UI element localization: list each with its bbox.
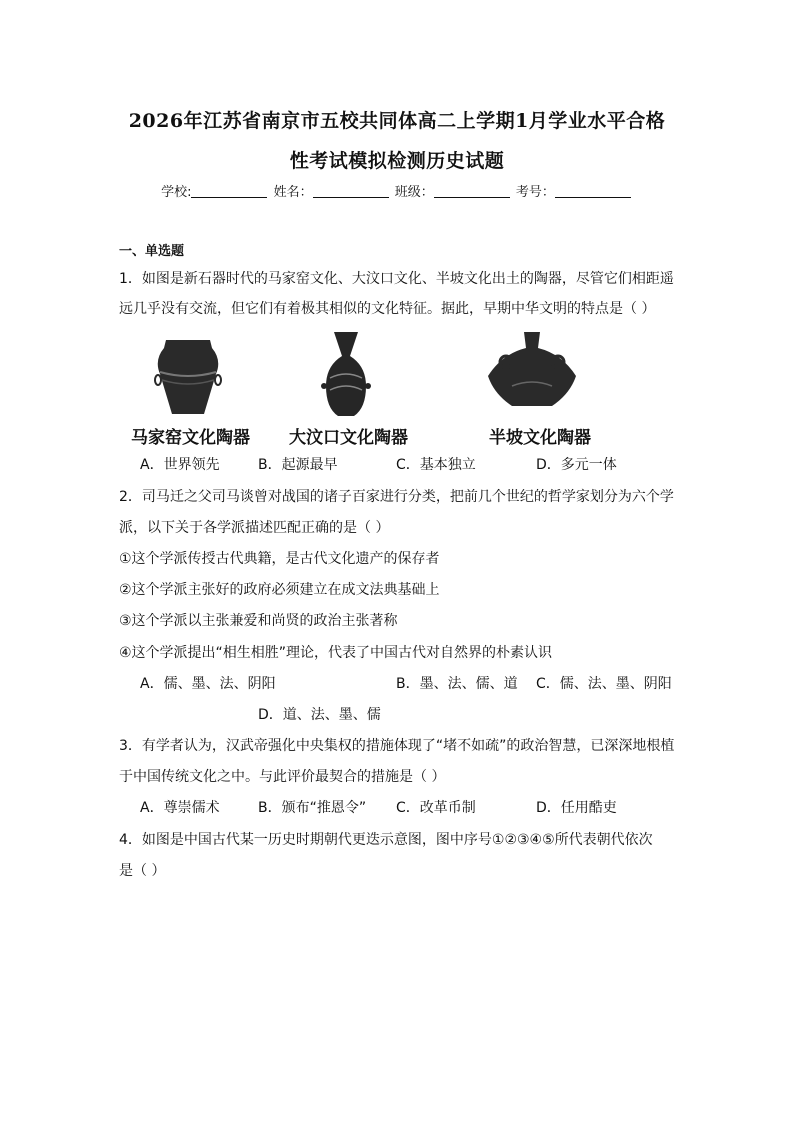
exam-title-line-1: 2026年江苏省南京市五校共同体高二上学期1月学业水平合格 [128,110,666,132]
q1-option-a[interactable]: A．世界领先 [140,457,220,473]
name-blank[interactable] [313,185,389,198]
q2-statement-4: ④这个学派提出“相生相胜”理论，代表了中国古代对自然界的朴素认识 [119,645,553,661]
q3-option-d[interactable]: D．任用酷吏 [536,800,617,816]
q4-text-line-2: 是（ ） [119,863,166,879]
q2-option-a[interactable]: A．儒、墨、法、阴阳 [140,676,276,692]
q1-text-line-1: 1．如图是新石器时代的马家窑文化、大汶口文化、半坡文化出土的陶器，尽管它们相距遥 [119,271,674,287]
exam-number-blank[interactable] [555,185,631,198]
q1-option-d[interactable]: D．多元一体 [536,457,617,473]
q2-text-line-2: 派，以下关于各学派描述匹配正确的是（ ） [119,520,390,536]
school-label: 学校: [161,185,192,200]
majiayao-pottery-image [152,336,224,418]
q2-statement-1: ①这个学派传授古代典籍，是古代文化遗产的保存者 [119,551,440,567]
q2-option-c[interactable]: C．儒、法、墨、阴阳 [536,676,672,692]
dawenkou-caption: 大汶口文化陶器 [289,428,408,448]
q3-option-b[interactable]: B．颁布“推恩令” [258,800,367,816]
q2-option-d[interactable]: D．道、法、墨、儒 [258,707,381,723]
q2-statement-3: ③这个学派以主张兼爱和尚贤的政治主张著称 [119,613,398,629]
name-label: 姓名： [273,185,313,200]
q3-text-line-1: 3．有学者认为，汉武帝强化中央集权的措施体现了“堵不如疏”的政治智慧，已深深地根植 [119,738,675,754]
q4-text-line-1: 4．如图是中国古代某一历史时期朝代更迭示意图，图中序号①②③④⑤所代表朝代依次 [119,832,653,848]
q3-option-c[interactable]: C．改革币制 [396,800,476,816]
class-blank[interactable] [434,185,510,198]
q3-option-a[interactable]: A．尊崇儒术 [140,800,220,816]
banpo-caption: 半坡文化陶器 [489,428,591,448]
dawenkou-pottery-image [320,330,372,418]
student-info-row [0,181,794,200]
school-blank[interactable] [191,185,267,198]
section-heading: 一、单选题 [119,244,185,259]
q2-option-b[interactable]: B．墨、法、儒、道 [396,676,518,692]
q1-option-b[interactable]: B．起源最早 [258,457,338,473]
q1-option-c[interactable]: C．基本独立 [396,457,476,473]
exam-number-label: 考号： [515,185,555,200]
q1-text-line-2: 远几乎没有交流，但它们有着极其相似的文化特征。据此，早期中华文明的特点是（ ） [119,301,656,317]
q2-statement-2: ②这个学派主张好的政府必须建立在成文法典基础上 [119,582,440,598]
class-label: 班级： [394,185,434,200]
exam-title-line-2: 性考试模拟检测历史试题 [289,150,505,172]
majiayao-caption: 马家窑文化陶器 [131,428,250,448]
q2-text-line-1: 2．司马迁之父司马谈曾对战国的诸子百家进行分类，把前几个世纪的哲学家划分为六个学 [119,489,674,505]
banpo-pottery-image [482,330,582,416]
q3-text-line-2: 于中国传统文化之中。与此评价最契合的措施是（ ） [119,769,446,785]
